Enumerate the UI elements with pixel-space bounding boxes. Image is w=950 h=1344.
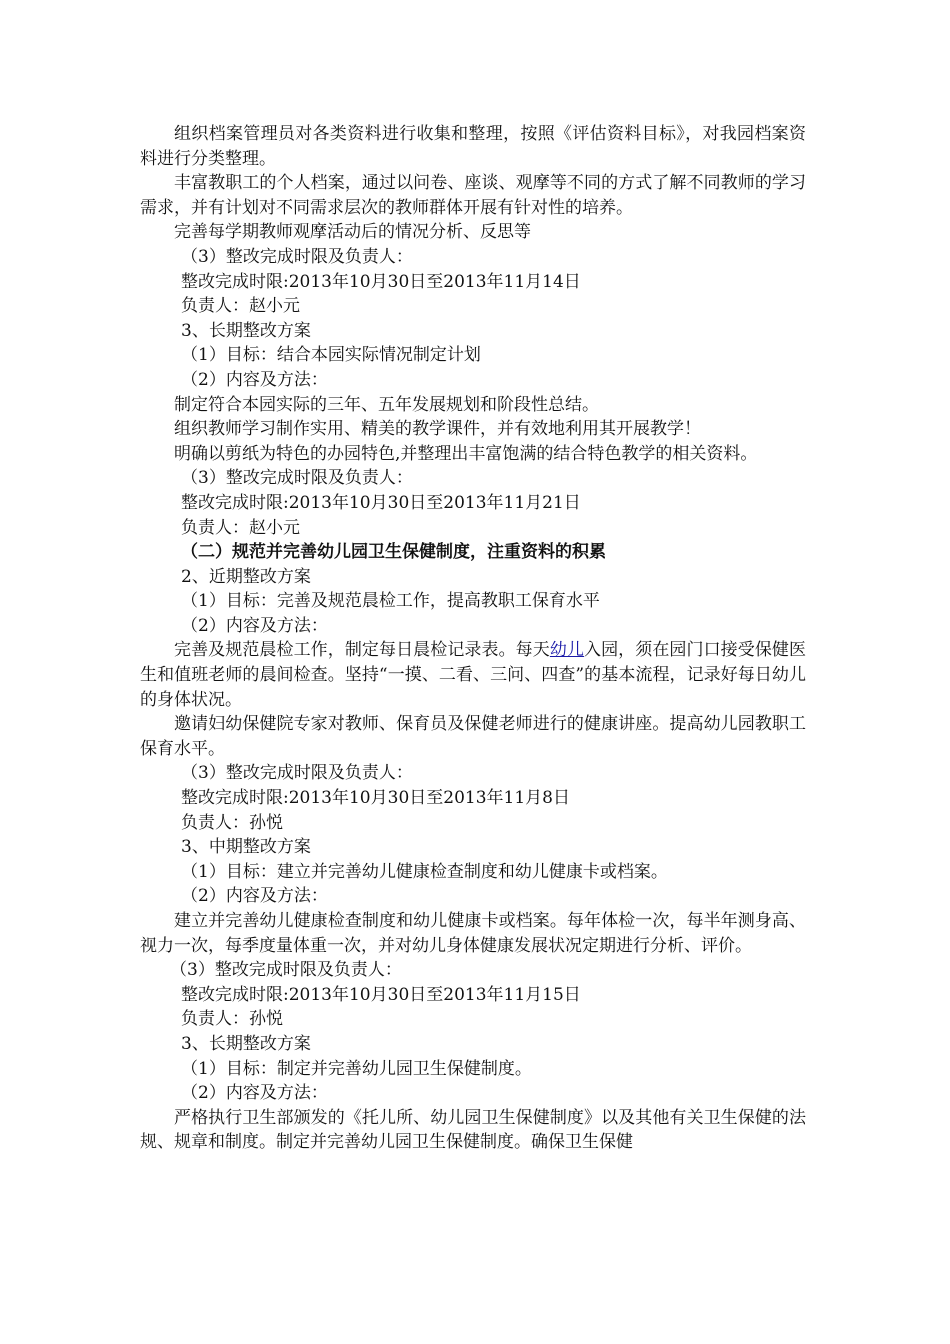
paragraph <box>140 786 806 811</box>
paragraph-text: 负责人：孙悦 <box>181 812 283 833</box>
paragraph <box>140 565 806 590</box>
inline-link[interactable]: 幼儿 <box>549 640 585 661</box>
paragraph <box>140 1081 806 1106</box>
paragraph-text: 整改完成时限:2013年10月30日至2013年11月14日 <box>181 271 581 292</box>
paragraph-text: （3）整改完成时限及负责人： <box>181 468 413 489</box>
paragraph <box>140 343 806 368</box>
paragraph-text: （3）整改完成时限及负责人： <box>181 246 413 267</box>
paragraph <box>140 393 806 418</box>
paragraph <box>140 1057 806 1082</box>
paragraph-text: 3、长期整改方案 <box>181 320 311 341</box>
paragraph <box>140 171 806 220</box>
paragraph-text: （2）内容及方法： <box>181 369 328 390</box>
paragraph-text: 建立并完善幼儿健康检查制度和幼儿健康卡或档案。每年体检一次，每半年测身高、视力一次，每季度量体重一次，并对幼儿身体健康发展状况定期进行分析、评价。 <box>140 911 806 956</box>
paragraph-text: 负责人：赵小元 <box>181 517 300 538</box>
paragraph-text: （1）目标：建立并完善幼儿健康检查制度和幼儿健康卡或档案。 <box>181 861 668 882</box>
paragraph-text: （2）内容及方法： <box>181 615 328 636</box>
paragraph <box>140 983 806 1008</box>
document-body <box>140 122 806 1155</box>
paragraph <box>140 491 806 516</box>
paragraph <box>140 294 806 319</box>
paragraph-text: 3、长期整改方案 <box>181 1033 311 1054</box>
paragraph-text: 制定符合本园实际的三年、五年发展规划和阶段性总结。 <box>174 394 599 415</box>
paragraph <box>140 417 806 442</box>
paragraph-text: （2）内容及方法： <box>181 1083 328 1104</box>
paragraph-text: 整改完成时限:2013年10月30日至2013年11月15日 <box>181 984 581 1005</box>
paragraph <box>140 442 806 467</box>
paragraph <box>140 1106 806 1155</box>
paragraph <box>140 466 806 491</box>
paragraph-text: 3、中期整改方案 <box>181 837 311 858</box>
paragraph <box>140 860 806 885</box>
paragraph <box>140 712 806 761</box>
paragraph-text: 完善及规范晨检工作，制定每日晨检记录表。每天 <box>174 640 550 661</box>
paragraph-text: （二）规范并完善幼儿园卫生保健制度，注重资料的积累 <box>181 542 606 563</box>
paragraph <box>140 835 806 860</box>
paragraph <box>140 319 806 344</box>
paragraph <box>140 1007 806 1032</box>
paragraph-text: （1）目标：结合本园实际情况制定计划 <box>181 345 481 366</box>
paragraph <box>140 270 806 295</box>
paragraph-text: （1）目标：制定并完善幼儿园卫生保健制度。 <box>181 1058 532 1079</box>
paragraph-text: 整改完成时限:2013年10月30日至2013年11月8日 <box>181 788 570 809</box>
paragraph <box>140 761 806 786</box>
paragraph <box>140 638 806 712</box>
paragraph <box>140 220 806 245</box>
paragraph-text: （1）目标：完善及规范晨检工作，提高教职工保育水平 <box>181 591 600 612</box>
paragraph-text: 入园，须在园门口接受保健医生和值班老师的晨间检查。坚持“一摸、二看、三问、四查”的基本流程，记录好每日幼儿的身体状况。 <box>140 640 807 710</box>
paragraph-text: 丰富教职工的个人档案，通过以问卷、座谈、观摩等不同的方式了解不同教师的学习需求，并有计划对不同需求层次的教师群体开展有针对性的培养。 <box>140 173 806 218</box>
paragraph-text: 负责人：孙悦 <box>181 1009 283 1030</box>
paragraph <box>140 122 806 171</box>
paragraph <box>140 368 806 393</box>
paragraph <box>140 516 806 541</box>
paragraph-text: 明确以剪纸为特色的办园特色,并整理出丰富饱满的结合特色教学的相关资料。 <box>174 443 758 464</box>
paragraph <box>140 614 806 639</box>
paragraph-text: 完善每学期教师观摩活动后的情况分析、反思等 <box>174 222 531 243</box>
paragraph-text: （2）内容及方法： <box>181 886 328 907</box>
paragraph <box>140 958 806 983</box>
paragraph <box>140 811 806 836</box>
paragraph <box>140 589 806 614</box>
paragraph <box>140 909 806 958</box>
paragraph <box>140 1032 806 1057</box>
paragraph-text: 严格执行卫生部颁发的《托儿所、幼儿园卫生保健制度》以及其他有关卫生保健的法规、规章和制度。制定并完善幼儿园卫生保健制度。确保卫生保健 <box>140 1107 806 1153</box>
paragraph-text: 整改完成时限:2013年10月30日至2013年11月21日 <box>181 492 581 513</box>
paragraph-text: （3）整改完成时限及负责人： <box>170 960 402 981</box>
paragraph-text: （3）整改完成时限及负责人： <box>181 763 413 784</box>
paragraph-text: 组织教师学习制作实用、精美的教学课件，并有效地利用其开展教学！ <box>174 419 701 440</box>
paragraph-text: 邀请妇幼保健院专家对教师、保育员及保健老师进行的健康讲座。提高幼儿园教职工保育水平。 <box>140 714 806 759</box>
section-heading <box>140 540 806 565</box>
paragraph-text: 2、近期整改方案 <box>181 566 311 587</box>
paragraph <box>140 245 806 270</box>
paragraph-text: 组织档案管理员对各类资料进行收集和整理，按照《评估资料目标》，对我园档案资料进行分类整理。 <box>140 124 806 169</box>
paragraph <box>140 884 806 909</box>
paragraph-text: 负责人：赵小元 <box>181 296 300 317</box>
